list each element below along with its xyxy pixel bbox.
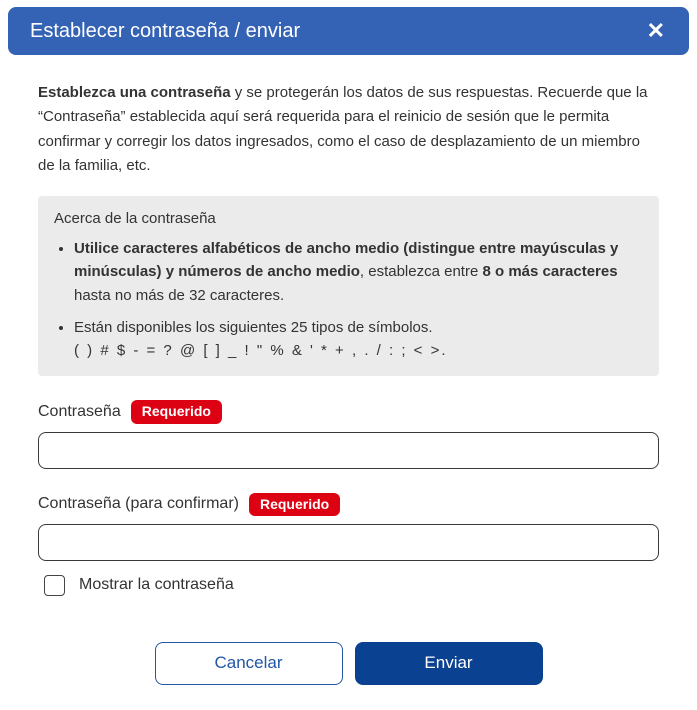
password-confirm-input[interactable]	[38, 524, 659, 561]
info-box-heading: Acerca de la contraseña	[54, 210, 216, 228]
submit-button[interactable]: Enviar	[355, 642, 543, 685]
show-password-row[interactable]	[44, 575, 659, 596]
close-icon[interactable]: ✕	[643, 18, 669, 44]
password-confirm-required-badge: Requerido	[249, 493, 340, 516]
dialog-body	[0, 55, 697, 685]
show-password-label: Mostrar la contraseña	[79, 576, 234, 594]
cancel-button[interactable]: Cancelar	[155, 642, 343, 685]
password-label: Contraseña	[38, 402, 121, 420]
rule-symbols-chars: ( ) # $ - = ? @ [ ] _ ! " % & ' * + , . / : ; < >.	[74, 342, 448, 360]
password-info-box	[38, 196, 659, 376]
password-required-badge: Requerido	[131, 400, 222, 423]
show-password-checkbox[interactable]	[44, 575, 65, 596]
password-confirm-label-row	[38, 493, 659, 516]
rule-symbols-text: Están disponibles los siguientes 25 tipos de símbolos.	[74, 318, 433, 336]
password-input[interactable]	[38, 432, 659, 469]
password-confirm-field-group	[38, 493, 659, 561]
dialog-header	[8, 7, 689, 55]
rule-item-symbols	[74, 316, 641, 363]
dialog-actions	[38, 642, 659, 685]
password-rules-list	[54, 237, 641, 362]
rule-item-characters: • Utilice caracteres alfabéticos de ancho medio (distingue entre mayúsculas y minúsculas) y números de ancho medio, establezca entre 8 o más caracteres hasta no más de 32 caracteres.	[74, 237, 641, 307]
password-label-row	[38, 400, 659, 423]
intro-paragraph: Establezca una contraseña y se protegerán los datos de sus respuestas. Recuerde que la “Contraseña” establecida aquí será requerida para el reinicio de sesión que le permita confirmar y corregir los datos ingresados, como el caso de desplazamiento de un miembro de la familia, etc.	[38, 84, 648, 174]
password-field-group	[38, 400, 659, 468]
dialog-title: Establecer contraseña / enviar	[30, 19, 301, 42]
set-password-dialog	[0, 7, 697, 710]
password-confirm-label: Contraseña (para confirmar)	[38, 495, 239, 513]
